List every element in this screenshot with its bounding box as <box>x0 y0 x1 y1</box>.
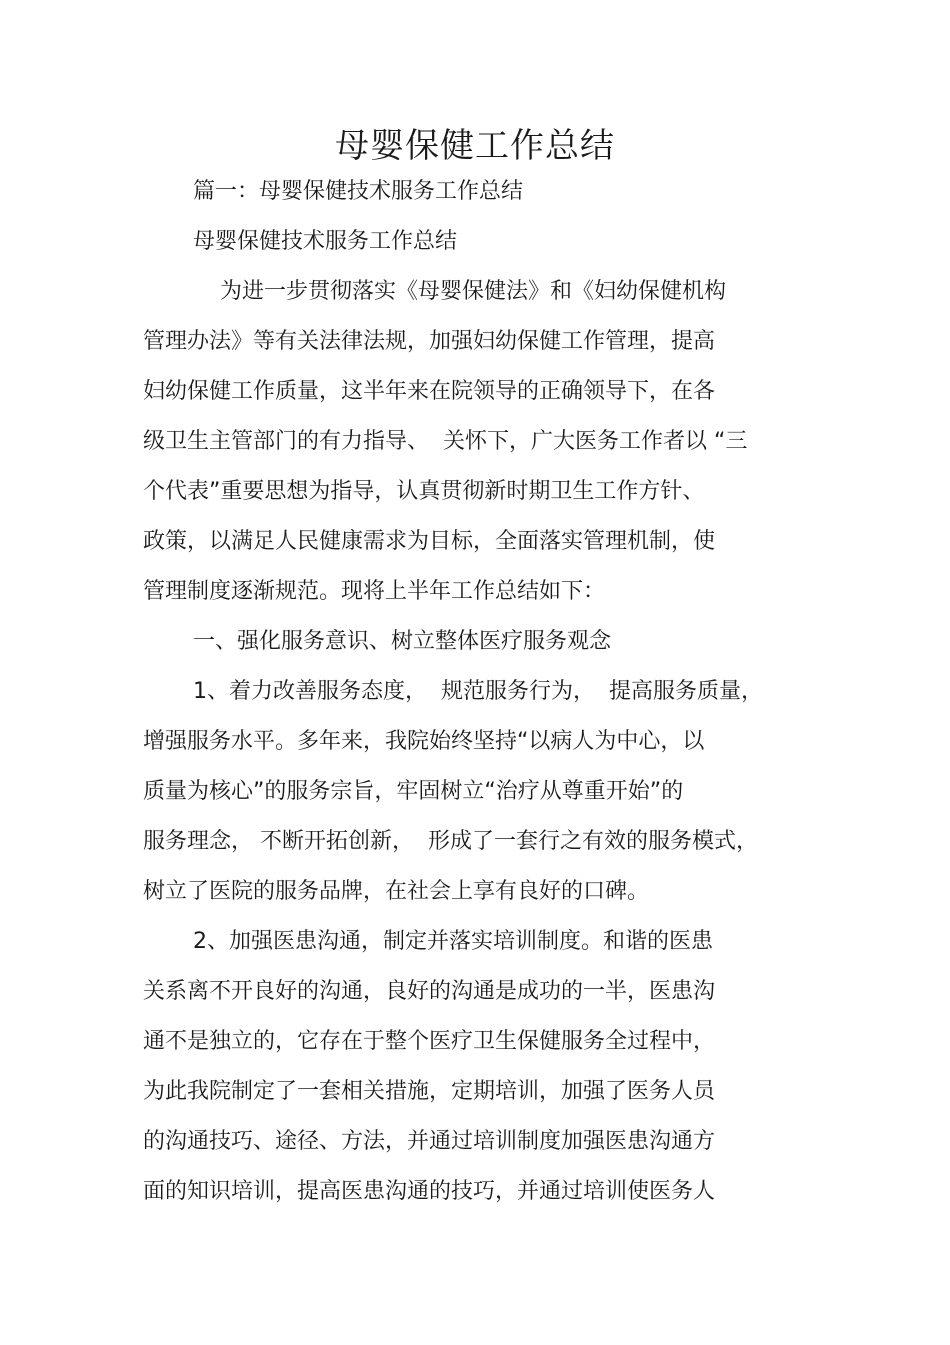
paragraph-line: 关系离不开良好的沟通，良好的沟通是成功的一半，医患沟 <box>143 979 716 1004</box>
paragraph-line: 面的知识培训，提高医患沟通的技巧，并通过培训使医务人 <box>143 1179 716 1204</box>
paragraph-line: 个代表”重要思想为指导，认真贯彻新时期卫生工作方针、 <box>143 479 705 504</box>
paragraph-line: 为进一步贯彻落实《母婴保健法》和《妇幼保健机构 <box>220 279 727 304</box>
paragraph-line: 1、着力改善服务态度， 规范服务行为， 提高服务质量， <box>193 679 763 704</box>
paragraph-line: 管理办法》等有关法律法规，加强妇幼保健工作管理，提高 <box>143 329 716 354</box>
paragraph-line: 增强服务水平。多年来，我院始终坚持“以病人为中心，以 <box>143 729 705 754</box>
paragraph-line: 的沟通技巧、途径、方法，并通过培训制度加强医患沟通方 <box>143 1129 716 1154</box>
section-heading: 一、强化服务意识、树立整体医疗服务观念 <box>193 629 612 654</box>
paragraph-line: 级卫生主管部门的有力指导、 关怀下，广大医务工作者以 “三 <box>143 429 748 454</box>
paragraph-line: 为此我院制定了一套相关措施，定期培训，加强了医务人员 <box>143 1079 716 1104</box>
paragraph-line: 管理制度逐渐规范。现将上半年工作总结如下： <box>143 579 606 604</box>
paragraph-line: 妇幼保健工作质量，这半年来在院领导的正确领导下，在各 <box>143 379 716 404</box>
paragraph-line: 通不是独立的，它存在于整个医疗卫生保健服务全过程中， <box>143 1029 716 1054</box>
paragraph-line: 政策，以满足人民健康需求为目标，全面落实管理机制，使 <box>143 529 716 554</box>
paragraph-line: 树立了医院的服务品牌，在社会上享有良好的口碑。 <box>143 879 650 904</box>
paragraph-line: 2、加强医患沟通，制定并落实培训制度。和谐的医患 <box>193 929 713 954</box>
document-title: 母婴保健工作总结 <box>335 126 615 166</box>
subheading: 母婴保健技术服务工作总结 <box>193 229 458 254</box>
section-heading: 篇一：母婴保健技术服务工作总结 <box>193 179 524 204</box>
paragraph-line: 质量为核心”的服务宗旨，牢固树立“治疗从尊重开始”的 <box>143 779 684 804</box>
paragraph-line: 服务理念， 不断开拓创新， 形成了一套行之有效的服务模式， <box>143 829 758 854</box>
